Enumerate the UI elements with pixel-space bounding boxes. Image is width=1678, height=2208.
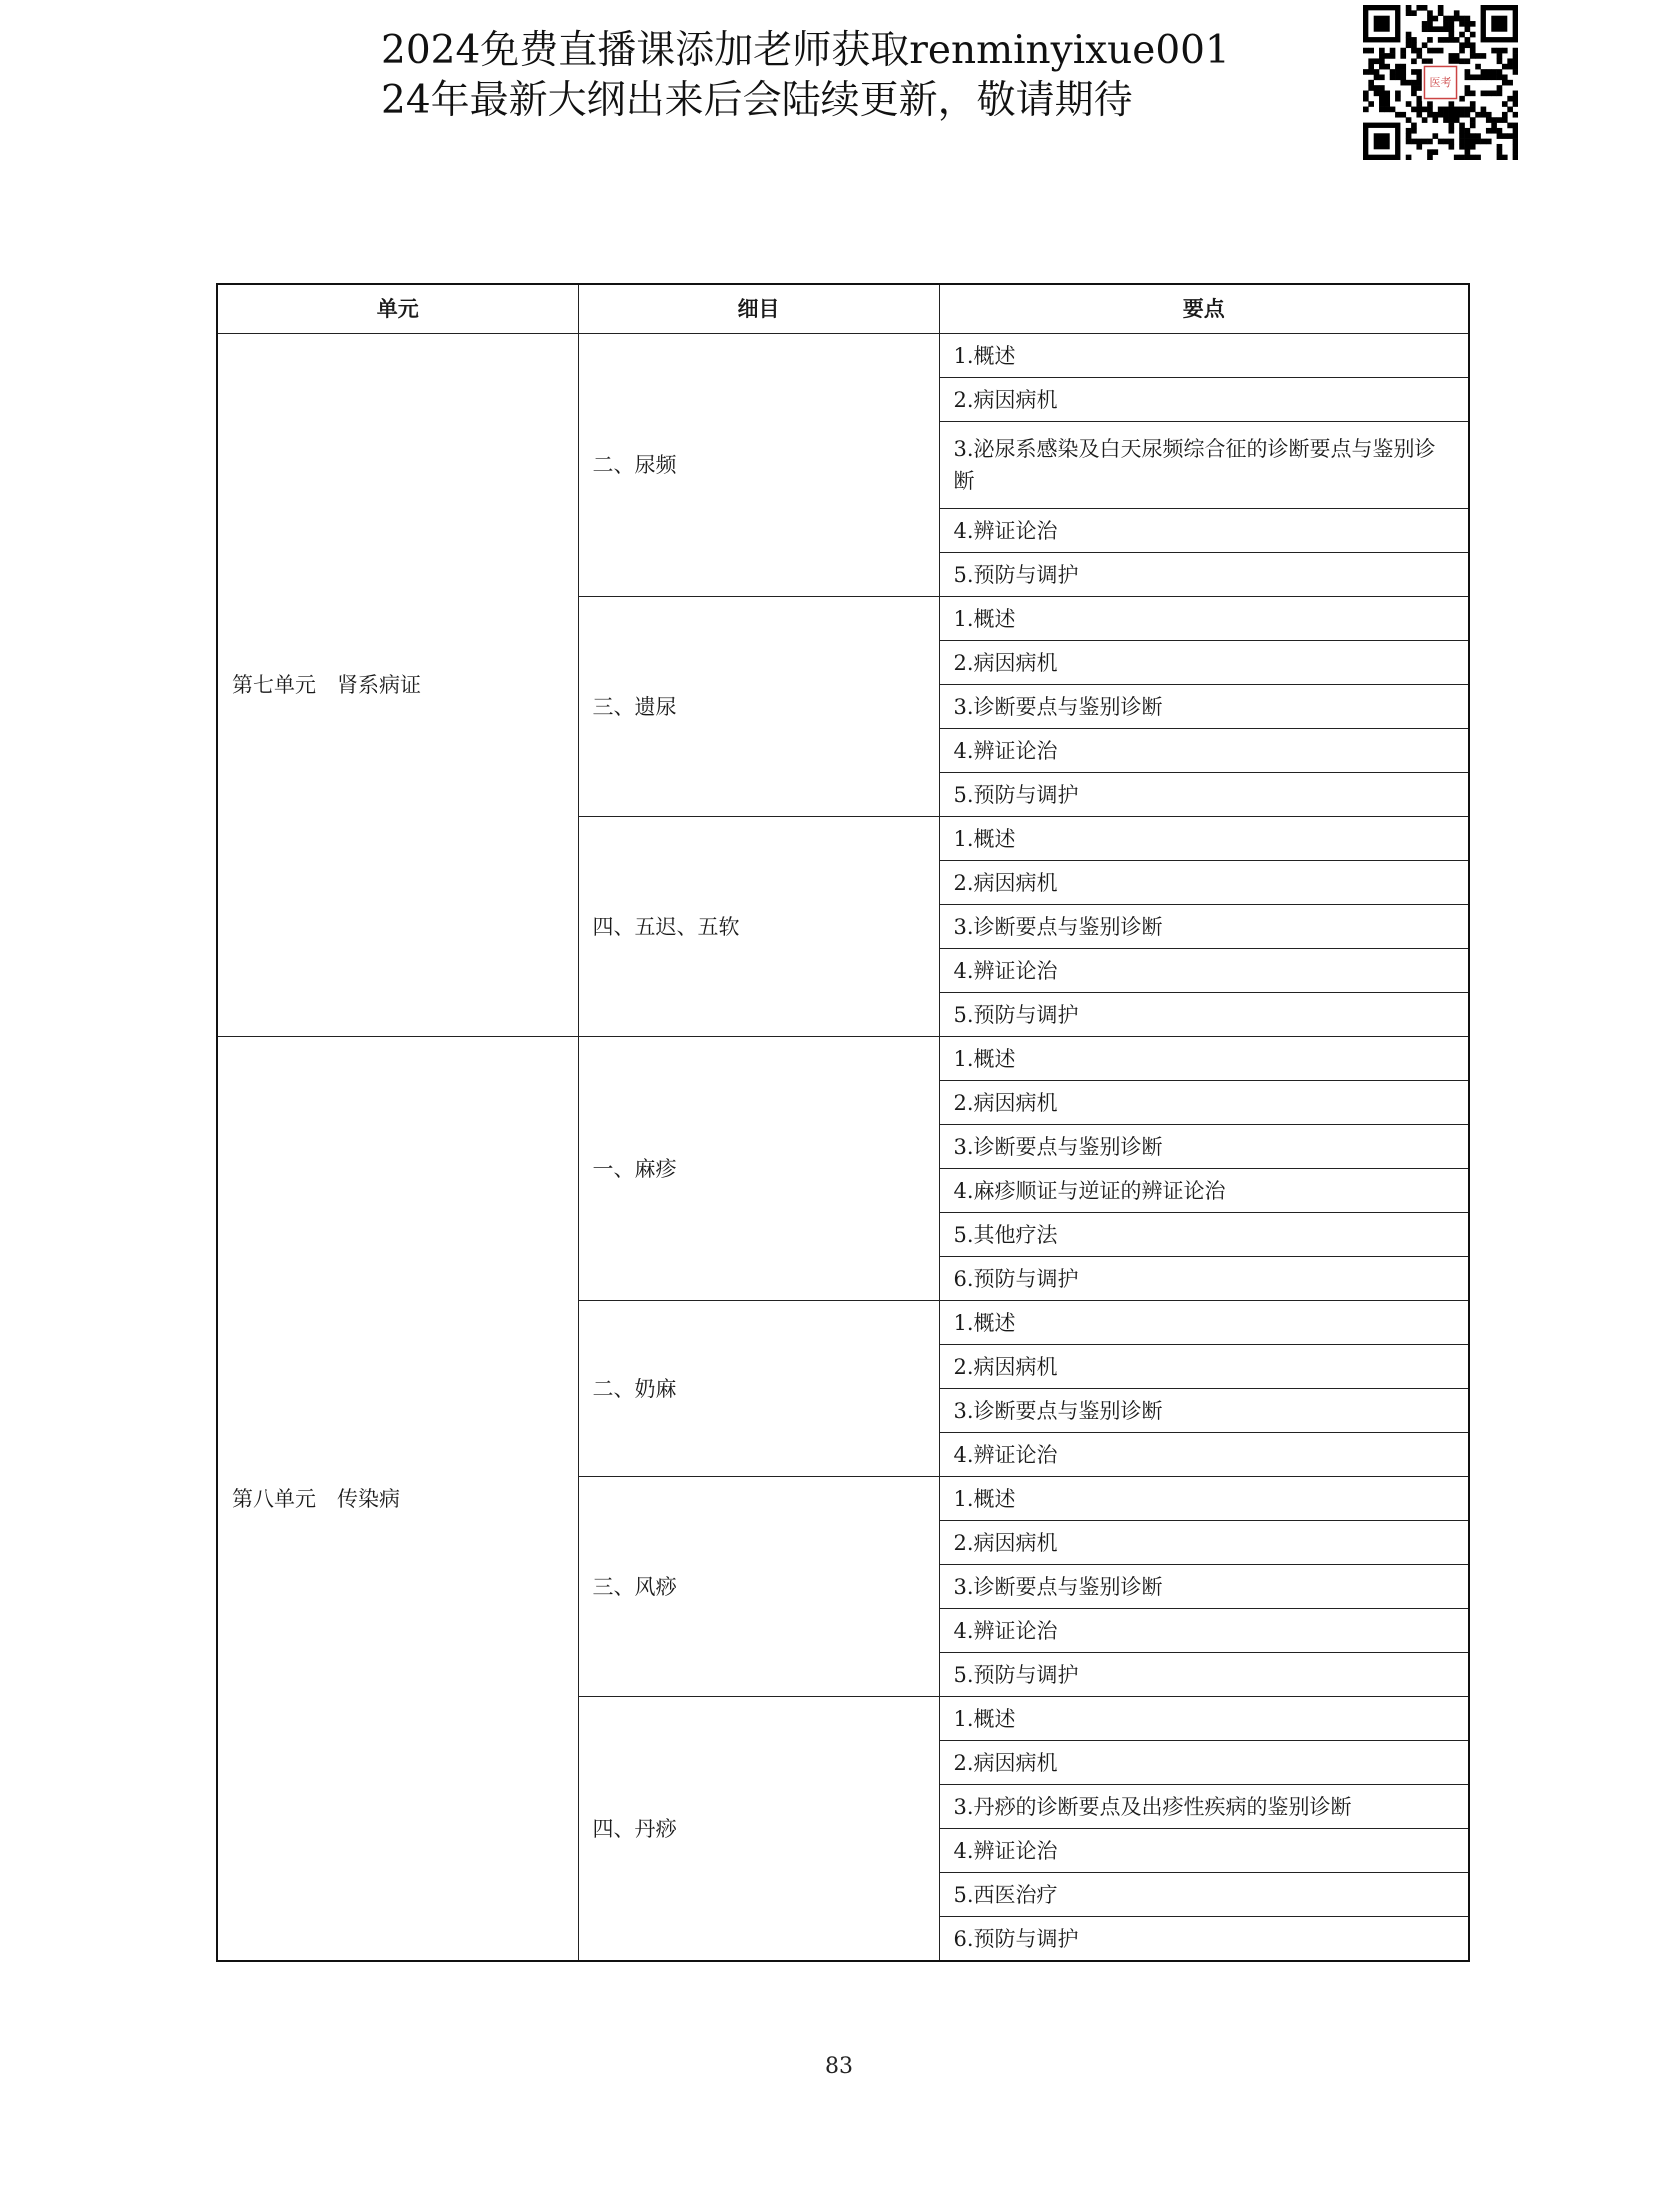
point-cell: 5.预防与调护 [939,773,1469,817]
section-cell: 三、风痧 [578,1477,939,1697]
header-line-1: 2024免费直播课添加老师获取renminyixue001 [381,28,1230,73]
header-line-2: 24年最新大纲出来后会陆续更新，敬请期待 [381,78,1133,123]
point-cell: 5.预防与调护 [939,993,1469,1037]
unit-cell: 第七单元 肾系病证 [217,334,578,1037]
point-cell: 3.诊断要点与鉴别诊断 [939,685,1469,729]
point-cell: 5.西医治疗 [939,1873,1469,1917]
point-cell: 6.预防与调护 [939,1917,1469,1962]
table-row [217,334,1469,378]
point-cell: 2.病因病机 [939,641,1469,685]
point-cell: 3.诊断要点与鉴别诊断 [939,905,1469,949]
point-cell: 3.诊断要点与鉴别诊断 [939,1125,1469,1169]
point-cell: 3.诊断要点与鉴别诊断 [939,1565,1469,1609]
point-cell: 2.病因病机 [939,1081,1469,1125]
point-cell: 4.辨证论治 [939,509,1469,553]
section-cell: 一、麻疹 [578,1037,939,1301]
column-header-item: 细目 [578,284,939,334]
point-cell: 2.病因病机 [939,1741,1469,1785]
point-cell: 1.概述 [939,1301,1469,1345]
point-cell: 4.辨证论治 [939,729,1469,773]
point-cell: 1.概述 [939,334,1469,378]
point-cell: 5.预防与调护 [939,553,1469,597]
column-header-points: 要点 [939,284,1469,334]
point-cell: 4.辨证论治 [939,1609,1469,1653]
point-cell: 3.诊断要点与鉴别诊断 [939,1389,1469,1433]
section-cell: 四、五迟、五软 [578,817,939,1037]
page-number: 83 [825,2054,853,2079]
point-cell: 4.辨证论治 [939,1829,1469,1873]
qr-code-icon [1363,5,1518,160]
point-cell: 4.辨证论治 [939,1433,1469,1477]
point-cell: 3.泌尿系感染及白天尿频综合征的诊断要点与鉴别诊断 [939,422,1469,509]
point-cell: 4.辨证论治 [939,949,1469,993]
unit-cell: 第八单元 传染病 [217,1037,578,1962]
point-cell: 3.丹痧的诊断要点及出疹性疾病的鉴别诊断 [939,1785,1469,1829]
column-header-unit: 单元 [217,284,578,334]
point-cell: 1.概述 [939,817,1469,861]
table-body [217,334,1469,1962]
syllabus-table [216,283,1470,1962]
page-header [381,26,1230,126]
point-cell: 1.概述 [939,1697,1469,1741]
point-cell: 2.病因病机 [939,861,1469,905]
point-cell: 5.预防与调护 [939,1653,1469,1697]
section-cell: 三、遗尿 [578,597,939,817]
table-row [217,1037,1469,1081]
point-cell: 1.概述 [939,597,1469,641]
table-header-row [217,284,1469,334]
qr-center-label: 医考 [1429,76,1452,90]
point-cell: 1.概述 [939,1477,1469,1521]
point-cell: 5.其他疗法 [939,1213,1469,1257]
section-cell: 二、奶麻 [578,1301,939,1477]
point-cell: 4.麻疹顺证与逆证的辨证论治 [939,1169,1469,1213]
point-cell: 6.预防与调护 [939,1257,1469,1301]
point-cell: 2.病因病机 [939,1521,1469,1565]
point-cell: 2.病因病机 [939,378,1469,422]
point-cell: 1.概述 [939,1037,1469,1081]
section-cell: 四、丹痧 [578,1697,939,1962]
point-cell: 2.病因病机 [939,1345,1469,1389]
section-cell: 二、尿频 [578,334,939,597]
